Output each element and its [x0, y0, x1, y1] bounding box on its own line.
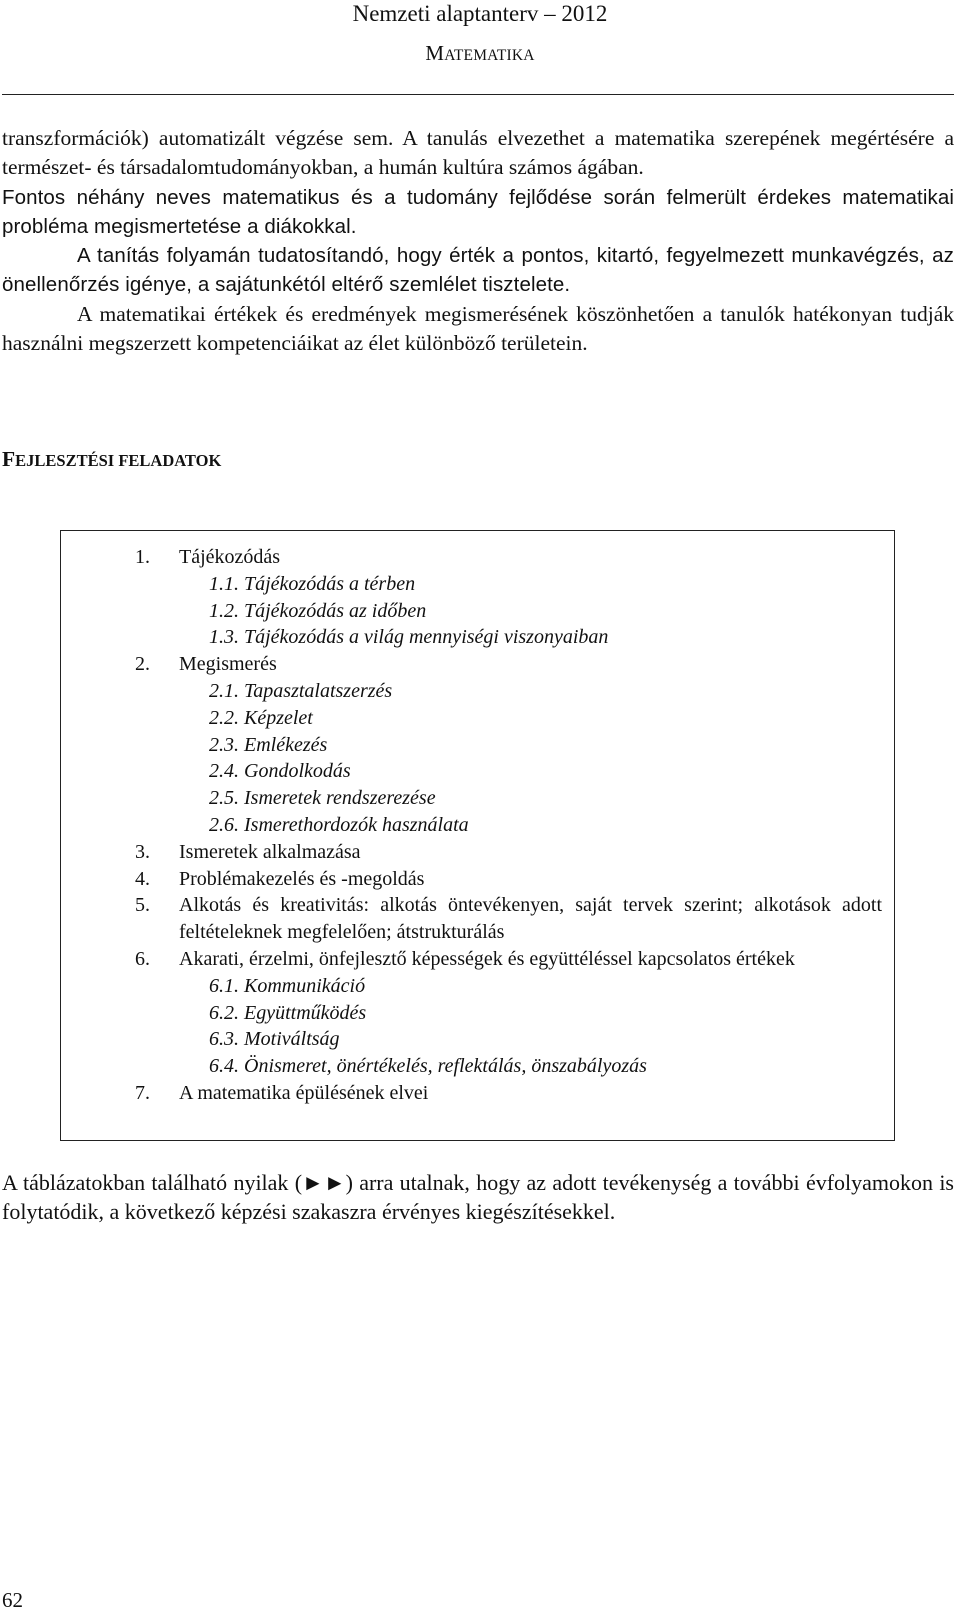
- outline-subitem: 1.1. Tájékozódás a térben: [209, 572, 416, 595]
- outline-subitem: 2.5. Ismeretek rendszerezése: [209, 787, 436, 810]
- outline-item-number: 5.: [135, 894, 150, 917]
- outline-item-label: Problémakezelés és -megoldás: [179, 867, 425, 890]
- outline-subitem: 6.2. Együttműködés: [209, 1001, 367, 1024]
- outline-subitem: 2.2. Képzelet: [209, 706, 313, 729]
- outline-item: [61, 866, 896, 893]
- outline-item-number: 6.: [135, 947, 150, 970]
- development-tasks-box: [60, 530, 895, 1141]
- intro-text: [2, 124, 954, 358]
- outline-item-label: Alkotás és kreativitás: alkotás öntevékenyen, saját tervek szerint; alkotások adott feltételeknek megfelelően; átstrukturálás: [179, 894, 882, 944]
- outline-subitem: 2.6. Ismerethordozók használata: [209, 813, 469, 836]
- intro-paragraph-1: transzformációk) automatizált végzése sem. A tanulás elvezethet a matematika szerepének megértésére a természet- és társadalomtudományokban, a humán kultúra számos ágában.: [2, 126, 954, 180]
- outline-subitem: 6.1. Kommunikáció: [209, 974, 366, 997]
- outline-item-number: 1.: [135, 546, 150, 568]
- outline-item-label: Ismeretek alkalmazása: [179, 840, 361, 863]
- section-heading-rest: EJLESZTÉSI FELADATOK: [15, 451, 222, 470]
- subject-rest: ATEMATIKA: [444, 47, 535, 64]
- running-header-subject: [0, 40, 960, 69]
- outline-subitem: 2.1. Tapasztalatszerzés: [209, 679, 393, 702]
- outline-subitem: 2.4. Gondolkodás: [209, 760, 351, 783]
- outline-item-number: 4.: [135, 867, 150, 890]
- outline-item: [61, 946, 896, 973]
- outline-subitem: 6.3. Motiváltság: [209, 1028, 340, 1051]
- outline-item-label: Akarati, érzelmi, önfejlesztő képességek és együttéléssel kapcsolatos értékek: [179, 947, 795, 970]
- section-heading-initial: F: [2, 447, 16, 471]
- running-header-title: Nemzeti alaptanterv – 2012: [352, 1, 608, 26]
- outline-item: [61, 839, 896, 866]
- outline-subitem: 6.4. Önismeret, önértékelés, reflektálás, önszabályozás: [209, 1055, 647, 1078]
- outline-item-number: 7.: [135, 1081, 150, 1104]
- outline-item-label: Megismerés: [179, 653, 277, 676]
- outline-item-number: 3.: [135, 840, 150, 863]
- outline-item: [61, 892, 896, 946]
- outline-item-label: A matematika épülésének elvei: [179, 1081, 429, 1104]
- outline-item-number: 2.: [135, 653, 150, 676]
- development-tasks-list: [61, 544, 896, 1107]
- intro-paragraph-4: A matematikai értékek és eredmények megismerésének köszönhetően a tanulók hatékonyan tudják használni megszerzett kompetenciáikat az élet különböző területein.: [2, 301, 954, 356]
- header-divider: [2, 94, 954, 95]
- subject-initial: M: [425, 41, 445, 65]
- outline-item: [61, 544, 896, 571]
- outline-subitem: 2.3. Emlékezés: [209, 733, 328, 756]
- intro-paragraph-3: A tanítás folyamán tudatosítandó, hogy érték a pontos, kitartó, fegyelmezett munkavégzés, az önellenőrzés igénye, a sajátunkétól eltérő szemlélet tisztelete.: [2, 244, 954, 297]
- page-number: 62: [2, 1588, 23, 1612]
- section-heading: [2, 445, 221, 475]
- arrow-note: A táblázatokban található nyilak (►►) arra utalnak, hogy az adott tevékenység a további évfolyamokon is folytatódik, a következő képzési szakaszra érvényes kiegészítésekkel.: [2, 1170, 954, 1224]
- outline-item-label: Tájékozódás: [179, 546, 281, 568]
- outline-subitem: 1.3. Tájékozódás a világ mennyiségi viszonyaiban: [209, 626, 609, 649]
- intro-paragraph-2: Fontos néhány neves matematikus és a tudomány fejlődése során felmerült érdekes matematikai probléma megismertetése a diákokkal.: [2, 185, 954, 238]
- outline-item: [61, 651, 896, 678]
- outline-subitem: 1.2. Tájékozódás az időben: [209, 599, 427, 622]
- outline-item: [61, 1080, 896, 1107]
